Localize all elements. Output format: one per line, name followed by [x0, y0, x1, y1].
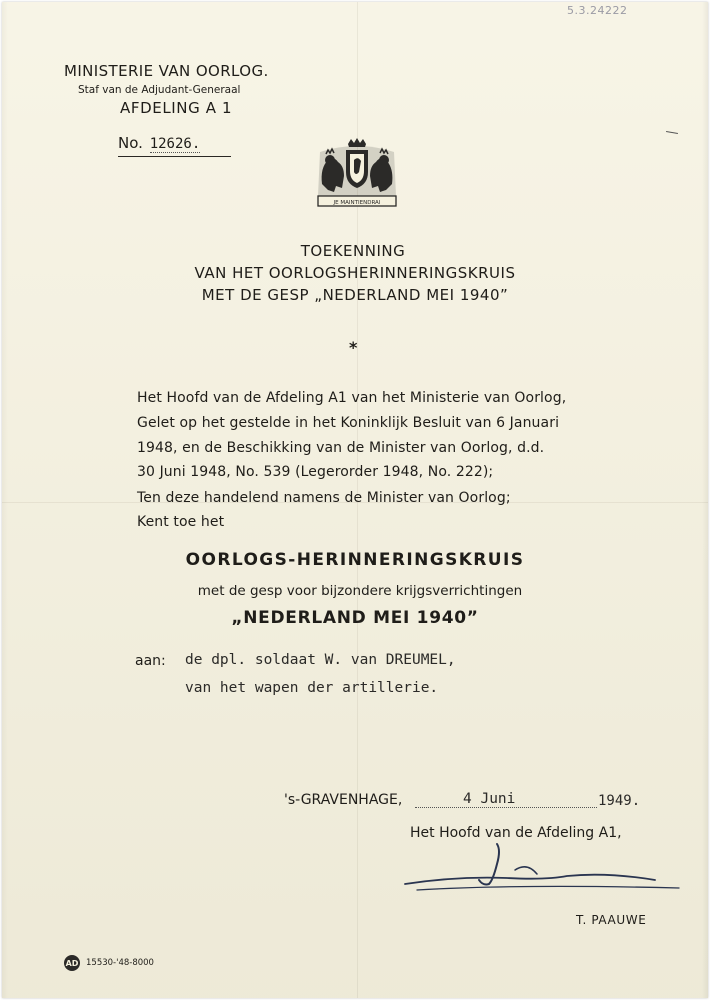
printer-logo-icon: AD [64, 955, 80, 971]
recipient-label: aan: [135, 653, 166, 669]
dutch-coat-of-arms-icon [310, 138, 404, 210]
printer-code: 15530-'48-8000 [86, 958, 154, 968]
award-name: OORLOGS-HERINNERINGSKRUIS [185, 550, 525, 570]
body-line-4: 30 Juni 1948, No. 539 (Legerorder 1948, No. 222); [137, 464, 494, 480]
date-dotted-line [415, 807, 597, 808]
ministry-name: MINISTERIE VAN OORLOG. [64, 62, 269, 80]
body-line-2: Gelet op het gestelde in het Koninklijk Besluit van 6 Januari [137, 415, 560, 431]
body-line-6: Kent toe het [137, 514, 225, 530]
handwritten-signature [397, 840, 687, 898]
department-name: AFDELING A 1 [120, 99, 233, 117]
date-value: 4 Juni [463, 791, 516, 807]
staff-name: Staf van de Adjudant-Generaal [78, 84, 241, 96]
number-label: No. [118, 134, 143, 152]
recipient-line-1: de dpl. soldaat W. van DREUMEL, [185, 652, 456, 668]
archive-reference-mark: 5.3.24222 [567, 4, 628, 17]
title-line-2: VAN HET OORLOGSHERINNERINGSKRUIS [194, 264, 516, 282]
body-line-5: Ten deze handelend namens de Minister van Oorlog; [137, 490, 511, 506]
printer-imprint [64, 955, 154, 971]
place-name: 's-GRAVENHAGE, [284, 792, 403, 808]
document-number [118, 134, 231, 157]
clasp-description: met de gesp voor bijzondere krijgsverrichtingen [197, 583, 523, 599]
body-line-3: 1948, en de Beschikking van de Minister van Oorlog, d.d. [137, 440, 545, 456]
body-line-1: Het Hoofd van de Afdeling A1 van het Ministerie van Oorlog, [137, 390, 567, 406]
margin-tick-mark [666, 131, 678, 134]
title-line-3: MET DE GESP „NEDERLAND MEI 1940” [201, 286, 509, 304]
title-line-1: TOEKENNING [300, 242, 406, 260]
recipient-line-2: van het wapen der artillerie. [185, 680, 439, 696]
year-value: 1949. [598, 793, 641, 809]
number-value: 12626. [149, 136, 201, 152]
document-page [2, 2, 708, 998]
clasp-name: „NEDERLAND MEI 1940” [231, 608, 479, 628]
signatory-title: Het Hoofd van de Afdeling A1, [410, 825, 622, 841]
separator-asterisk: * [349, 338, 358, 357]
signatory-name: T. PAAUWE [576, 913, 647, 927]
motto-text: JE MAINTIENDRAI [333, 200, 381, 206]
